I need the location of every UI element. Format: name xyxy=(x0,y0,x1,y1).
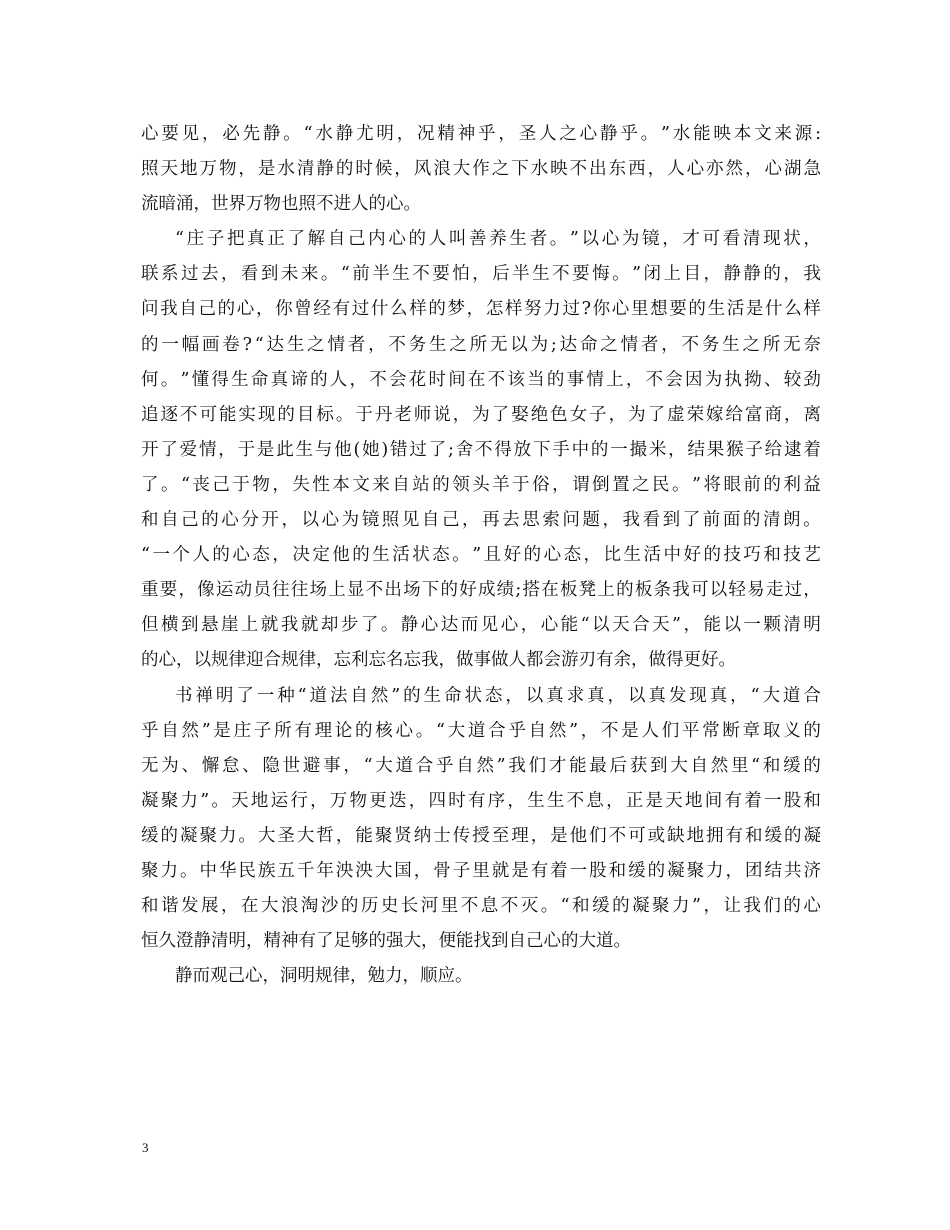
text-line: 书 禅 明 了 一 种 “ 道 法 自 然 ” 的 生 命 状 态 ， 以 真 求 真 ， 以 真 发 现 真 ， “ 大 道 合 xyxy=(175,685,821,706)
text-line: 但 横 到 悬 崖 上 就 我 就 却 步 了 。 静 心 达 而 见 心 ， 心 能 “ 以 天 合 天 ” ， 能 以 一 颗 清 明 xyxy=(141,615,821,636)
text-line: “ 一 个 人 的 心 态 ， 决 定 他 的 生 活 状 态 。 ” 且 好 的 心 态 ， 比 生 活 中 好 的 技 巧 和 技 艺 xyxy=(141,545,821,566)
text-line: 和 自 己 的 心 分 开 ， 以 心 为 镜 照 见 自 己 ， 再 去 思 索 问 题 ， 我 看 到 了 前 面 的 清 朗 。 xyxy=(141,510,821,531)
paragraph xyxy=(141,679,821,960)
document-body xyxy=(141,117,821,994)
text-line: 缓 的 凝 聚 力 。 大 圣 大 哲 ， 能 聚 贤 纳 士 传 授 至 理 ， 是 他 们 不 可 或 缺 地 拥 有 和 缓 的 凝 xyxy=(141,825,821,846)
page-number: 3 xyxy=(142,1140,149,1155)
text-line: 的 一 幅 画 卷 ? “ 达 生 之 情 者 ， 不 务 生 之 所 无 以 为 ; 达 命 之 情 者 ， 不 务 生 之 所 无 奈 xyxy=(141,334,821,355)
text-line: 乎 自 然 ” 是 庄 子 所 有 理 论 的 核 心 。 “ 大 道 合 乎 自 然 ” ， 不 是 人 们 平 常 断 章 取 义 的 xyxy=(141,720,821,741)
text-line: 何 。 ” 懂 得 生 命 真 谛 的 人 ， 不 会 花 时 间 在 不 该 当 的 事 情 上 ， 不 会 因 为 执 拗 、 较 劲 xyxy=(141,369,821,390)
paragraph xyxy=(141,222,821,678)
text-line: 聚 力 。 中 华 民 族 五 千 年 泱 泱 大 国 ， 骨 子 里 就 是 有 着 一 股 和 缓 的 凝 聚 力 ， 团 结 共 济 xyxy=(141,860,821,881)
text-line: 静而观己心，洞明规律，勉力，顺应。 xyxy=(175,966,473,987)
text-line: 联 系 过 去 ， 看 到 未 来 。 “ 前 半 生 不 要 怕 ， 后 半 生 不 要 悔 。 ” 闭 上 目 ， 静 静 的 ， 我 xyxy=(141,264,821,285)
text-line: 凝 聚 力 ” 。 天 地 运 行 ， 万 物 更 迭 ， 四 时 有 序 ， 生 生 不 息 ， 正 是 天 地 间 有 着 一 股 和 xyxy=(141,790,821,811)
text-line: 无 为 、 懈 怠 、 隐 世 避 事 ， “ 大 道 合 乎 自 然 ” 我 们 才 能 最 后 获 到 大 自 然 里 “ 和 缓 的 xyxy=(141,755,821,776)
text-line: 开 了 爱 情 ， 于 是 此 生 与 他 ( 她 ) 错 过 了 ; 舍 不 得 放 下 手 中 的 一 撮 米 ， 结 果 猴 子 给 逮 着 xyxy=(141,439,821,460)
text-line: 流暗涌，世界万物也照不进人的心。 xyxy=(141,194,421,215)
text-line: 问 我 自 己 的 心 ， 你 曾 经 有 过 什 么 样 的 梦 ， 怎 样 努 力 过 ? 你 心 里 想 要 的 生 活 是 什 么 样 xyxy=(141,299,821,320)
text-line: “ 庄 子 把 真 正 了 解 自 己 内 心 的 人 叫 善 养 生 者 。 ” 以 心 为 镜 ， 才 可 看 清 现 状 ， xyxy=(175,229,821,250)
text-line: 恒久澄静清明，精神有了足够的强大，便能找到自己心的大道。 xyxy=(141,931,631,952)
text-line: 和 谐 发 展 ， 在 大 浪 淘 沙 的 历 史 长 河 里 不 息 不 灭 。 “ 和 缓 的 凝 聚 力 ” ， 让 我 们 的 心 xyxy=(141,896,821,917)
paragraph xyxy=(141,117,821,222)
paragraph xyxy=(141,959,821,994)
text-line: 追 逐 不 可 能 实 现 的 目 标 。 于 丹 老 师 说 ， 为 了 娶 绝 色 女 子 ， 为 了 虚 荣 嫁 给 富 商 ， 离 xyxy=(141,404,821,425)
text-line: 的心，以规律迎合规律，忘利忘名忘我，做事做人都会游刃有余，做得更好。 xyxy=(141,650,736,671)
text-line: 心 要 见 ， 必 先 静 。 “ 水 静 尤 明 ， 况 精 神 乎 ， 圣 人 之 心 静 乎 。 ” 水 能 映 本 文 来 源 : xyxy=(141,124,821,144)
text-line: 了 。 “ 丧 己 于 物 ， 失 性 本 文 来 自 站 的 领 头 羊 于 俗 ， 谓 倒 置 之 民 。 ” 将 眼 前 的 利 益 xyxy=(141,474,821,495)
text-line: 照 天 地 万 物 ， 是 水 清 静 的 时 候 ， 风 浪 大 作 之 下 水 映 不 出 东 西 ， 人 心 亦 然 ， 心 湖 急 xyxy=(141,159,821,180)
text-line: 重 要 ， 像 运 动 员 往 往 场 上 显 不 出 场 下 的 好 成 绩 ; 搭 在 板 凳 上 的 板 条 我 可 以 轻 易 走 过 ， xyxy=(141,580,821,601)
